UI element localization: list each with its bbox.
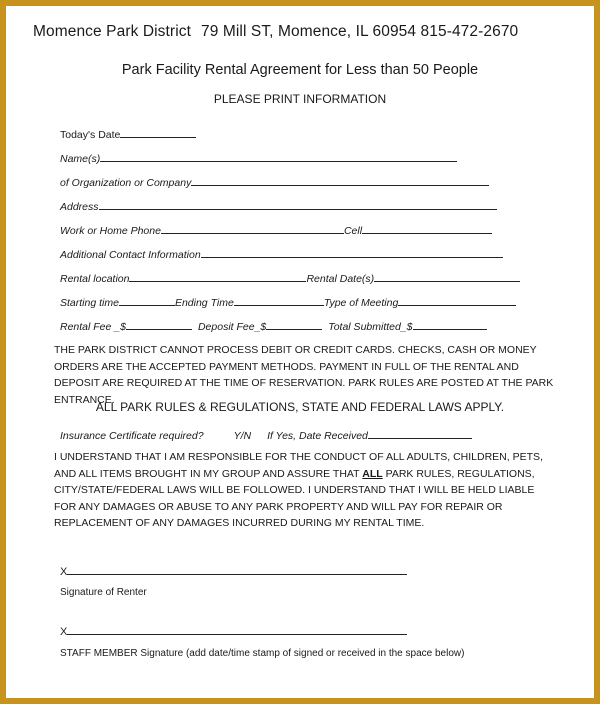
organization-line[interactable] bbox=[191, 173, 489, 186]
additional-contact-line[interactable] bbox=[201, 245, 503, 258]
rental-fee-line[interactable] bbox=[126, 317, 192, 330]
acknowledgement bbox=[54, 449, 554, 532]
phone-row bbox=[60, 221, 492, 237]
fee-row bbox=[60, 317, 487, 333]
laws-notice: ALL PARK RULES & REGULATIONS, STATE AND FEDERAL LAWS APPLY. bbox=[95, 400, 505, 414]
work-phone-line[interactable] bbox=[161, 221, 344, 234]
organization-field[interactable] bbox=[60, 173, 489, 189]
renter-signature-field[interactable] bbox=[60, 562, 407, 578]
names-label: Name(s) bbox=[60, 153, 101, 165]
names-field[interactable] bbox=[60, 149, 457, 165]
address-line[interactable] bbox=[99, 197, 497, 210]
ending-time-line[interactable] bbox=[234, 293, 324, 306]
insurance-question: Insurance Certificate required? bbox=[60, 430, 204, 442]
acknowledgement-emphasis: ALL bbox=[362, 467, 383, 480]
additional-contact-label: Additional Contact Information bbox=[60, 249, 201, 261]
todays-date-field[interactable] bbox=[60, 125, 196, 141]
staff-signature-field[interactable] bbox=[60, 622, 407, 638]
staff-signature-line[interactable] bbox=[67, 622, 407, 635]
renter-signature-line[interactable] bbox=[67, 562, 407, 575]
todays-date-label: Today's Date bbox=[60, 129, 121, 141]
rental-row bbox=[60, 269, 520, 285]
organization-label: of Organization or Company bbox=[60, 177, 192, 189]
renter-signature-label: Signature of Renter bbox=[60, 587, 147, 598]
insurance-date-label: If Yes, Date Received bbox=[267, 430, 368, 442]
form-title: Park Facility Rental Agreement for Less than 50 People bbox=[121, 62, 479, 78]
deposit-fee-line[interactable] bbox=[266, 317, 322, 330]
ending-time-label: Ending Time bbox=[174, 297, 234, 309]
cell-line[interactable] bbox=[362, 221, 492, 234]
rental-dates-label: Rental Date(s) bbox=[306, 273, 375, 285]
rental-location-label: Rental location bbox=[60, 273, 130, 285]
additional-contact-field[interactable] bbox=[60, 245, 503, 261]
insurance-yn[interactable]: Y/N bbox=[233, 430, 252, 442]
header-address: 79 Mill ST, Momence, IL 60954 815-472-2670 bbox=[201, 23, 519, 40]
starting-time-line[interactable] bbox=[119, 293, 175, 306]
meeting-type-line[interactable] bbox=[398, 293, 516, 306]
renter-x-mark: X bbox=[60, 566, 68, 578]
starting-time-label: Starting time bbox=[60, 297, 119, 309]
deposit-fee-label: Deposit Fee_$ bbox=[197, 321, 267, 333]
rental-fee-label: Rental Fee _$ bbox=[60, 321, 126, 333]
rental-dates-line[interactable] bbox=[374, 269, 520, 282]
rental-location-line[interactable] bbox=[129, 269, 306, 282]
time-row bbox=[60, 293, 516, 309]
staff-signature-label: STAFF MEMBER Signature (add date/time stamp of signed or received in the space below) bbox=[60, 648, 465, 659]
form-subtitle: PLEASE PRINT INFORMATION bbox=[213, 92, 387, 106]
meeting-type-label: Type of Meeting bbox=[323, 297, 399, 309]
acknowledgement-part2: PARK RULES, REGULATIONS, CITY/STATE/FEDERAL LAWS WILL BE FOLLOWED. I UNDERSTAND THAT I WILL BE HELD LIABLE FOR ANY DAMAGES OR ABUSE TO ANY PARK PROPERTY AND WILL PAY FOR REPAIR OR REPLACEMENT OF ANY DAMAGES INCURRED DURING MY RENTAL TIME. bbox=[54, 467, 535, 529]
total-submitted-label: Total Submitted_$ bbox=[328, 321, 413, 333]
header bbox=[33, 23, 518, 41]
cell-label: Cell bbox=[343, 225, 363, 237]
work-phone-label: Work or Home Phone bbox=[60, 225, 161, 237]
acknowledgement-part1: I UNDERSTAND THAT I AM RESPONSIBLE FOR THE CONDUCT OF ALL ADULTS, CHILDREN, PETS, AND ALL ITEMS BROUGHT IN MY GROUP AND ASSURE THAT bbox=[54, 451, 543, 480]
insurance-row bbox=[60, 426, 472, 442]
staff-x-mark: X bbox=[60, 626, 68, 638]
payment-notice: THE PARK DISTRICT CANNOT PROCESS DEBIT OR CREDIT CARDS. CHECKS, CASH OR MONEY ORDERS ARE THE ACCEPTED PAYMENT METHODS. PAYMENT IN FULL OF THE RENTAL AND DEPOSIT ARE REQUIRED AT THE TIME OF RESERVATION. PARK RULES ARE POSTED AT THE PARK ENTRANCE. bbox=[54, 344, 554, 406]
header-org: Momence Park District bbox=[33, 23, 191, 40]
names-line[interactable] bbox=[100, 149, 457, 162]
todays-date-line[interactable] bbox=[120, 125, 196, 138]
total-submitted-line[interactable] bbox=[413, 317, 487, 330]
insurance-date-line[interactable] bbox=[368, 426, 472, 439]
address-field[interactable] bbox=[60, 197, 497, 213]
address-label: Address bbox=[60, 201, 99, 213]
